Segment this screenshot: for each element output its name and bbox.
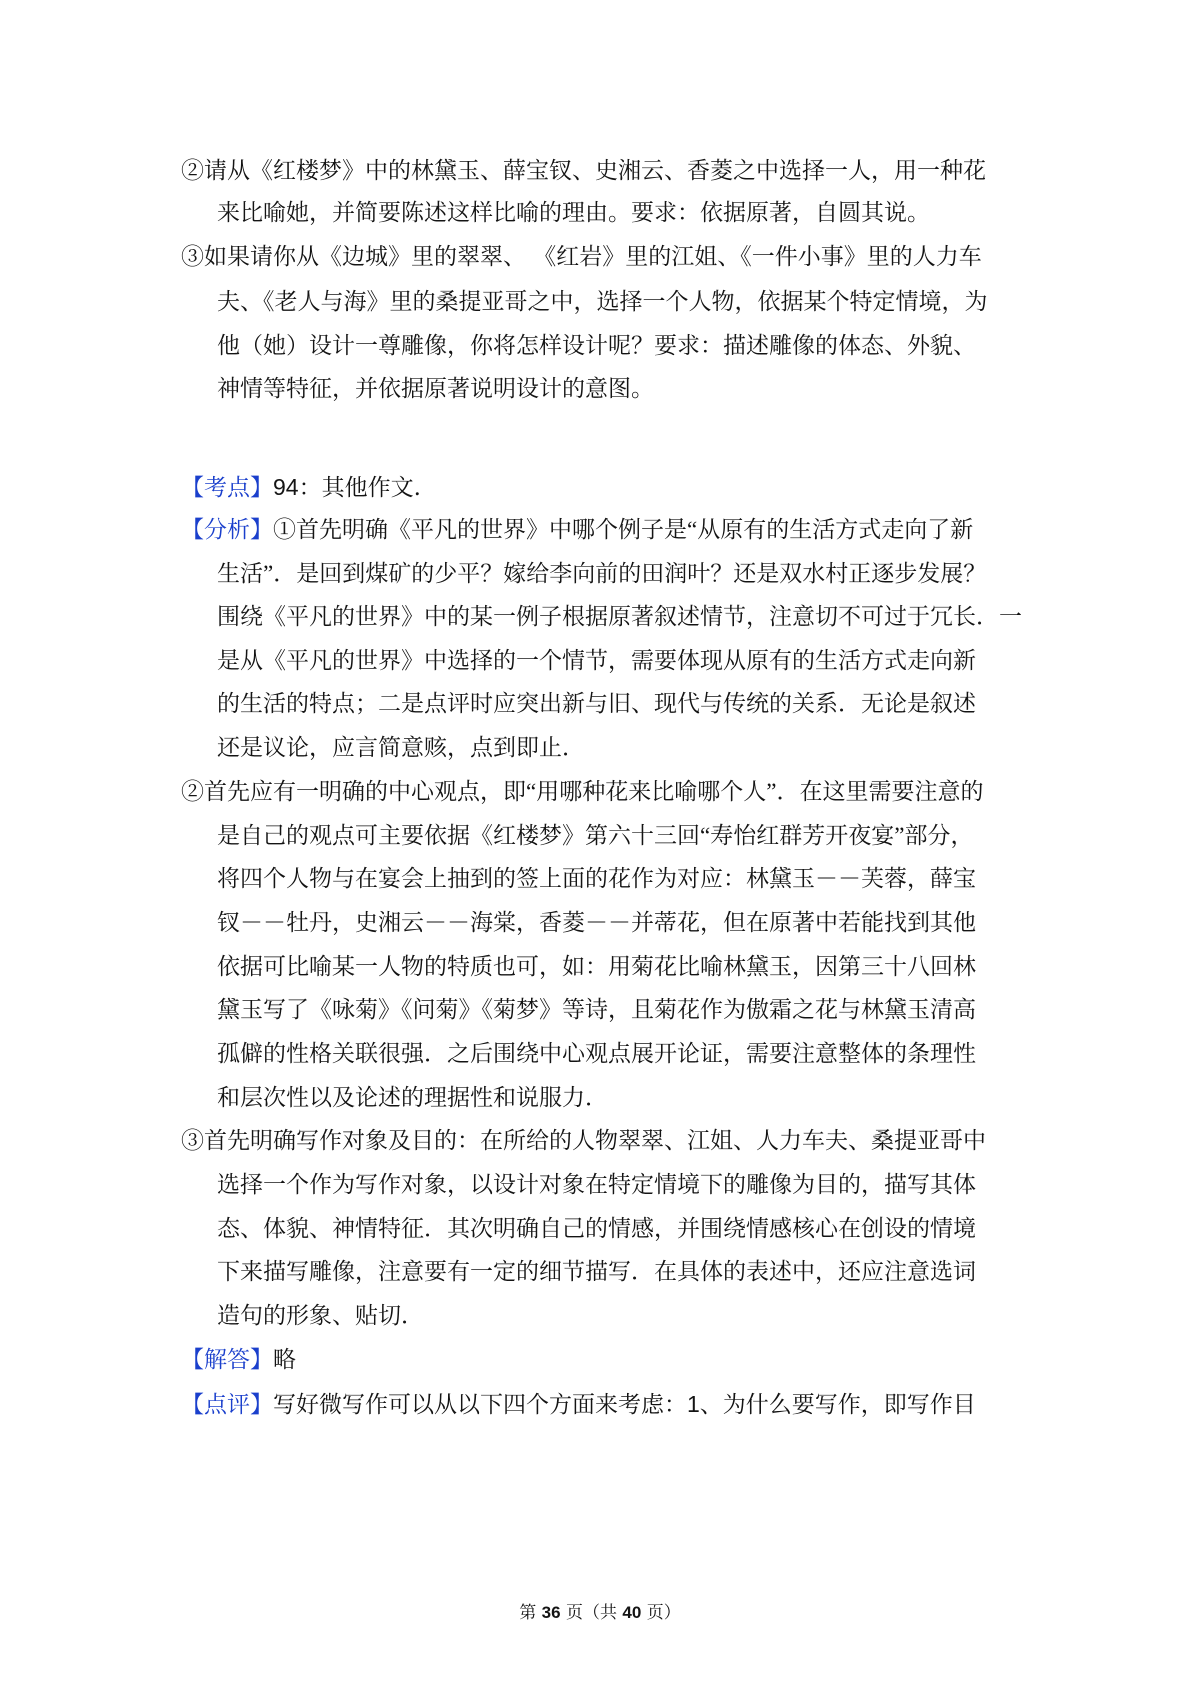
kaodian-line: [181, 470, 421, 504]
fenxi-line: 孤僻的性格关联很强．之后围绕中心观点展开论证，需要注意整体的条理性: [217, 1041, 976, 1067]
quote-mark: “: [526, 779, 537, 804]
fenxi-text: 部分，: [904, 823, 974, 849]
fenxi-line: 选择一个作为写作对象，以设计对象在特定情境下的雕像为目的，描写其体: [217, 1172, 976, 1198]
fenxi-line: 态、体貌、神情特征．其次明确自己的情感，并围绕情感核心在创设的情境: [217, 1216, 976, 1242]
page-number: 36: [541, 1603, 561, 1622]
fenxi-line: ③首先明确写作对象及目的：在所给的人物翠翠、江姐、人力车夫、桑提亚哥中: [181, 1128, 986, 1154]
jieda-tag: 【解答】: [181, 1347, 273, 1373]
jieda-text: 略: [273, 1347, 296, 1373]
page-footer: [0, 1601, 1200, 1625]
quote-mark: ”: [766, 779, 777, 804]
fenxi-line: [217, 557, 986, 591]
fenxi-line: 围绕《平凡的世界》中的某一例子根据原著叙述情节，注意切不可过于冗长．一: [217, 604, 1022, 630]
fenxi-line: [181, 513, 973, 547]
fenxi-line: [217, 819, 973, 853]
fenxi-line: 下来描写雕像，注意要有一定的细节描写．在具体的表述中，还应注意选词: [217, 1259, 976, 1285]
question-line: 他（她）设计一尊雕像，你将怎样设计呢？要求：描述雕像的体态、外貌、: [217, 333, 976, 359]
total-pages: 40: [622, 1603, 642, 1622]
fenxi-line: 造句的形象、贴切．: [217, 1303, 424, 1329]
dianping-line: [181, 1387, 976, 1421]
fenxi-text: 寿怡红群芳开夜宴: [710, 823, 895, 849]
fenxi-line: 是从《平凡的世界》中选择的一个情节，需要体现从原有的生活方式走向新: [217, 648, 976, 674]
dianping-tag: 【点评】: [181, 1392, 273, 1418]
fenxi-text: 用哪种花来比喻哪个人: [536, 779, 767, 805]
question-line: ②请从《红楼梦》中的林黛玉、薛宝钗、史湘云、香菱之中选择一人，用一种花: [181, 158, 986, 184]
dianping-number: 1: [687, 1391, 700, 1417]
kaodian-tag: 【考点】: [181, 475, 273, 501]
kaodian-text: ：其他作文.: [298, 475, 421, 501]
fenxi-line: 和层次性以及论述的理据性和说服力．: [217, 1085, 608, 1111]
quote-mark: “: [687, 517, 698, 542]
fenxi-line: 还是议论，应言简意赅，点到即止．: [217, 735, 585, 761]
question-line: 夫、《老人与海》里的桑提亚哥之中，选择一个人物，依据某个特定情境，为: [217, 289, 988, 315]
fenxi-line: 将四个人物与在宴会上抽到的签上面的花作为对应：林黛玉－－芙蓉，薛宝: [217, 866, 976, 892]
jieda-line: [181, 1343, 296, 1377]
fenxi-text: 是自己的观点可主要依据《红楼梦》第六十三回: [217, 823, 700, 849]
fenxi-line: 依据可比喻某一人物的特质也可，如：用菊花比喻林黛玉，因第三十八回林: [217, 954, 976, 980]
fenxi-text: ．是回到煤矿的少平？嫁给李向前的田润叶？还是双水村正逐步发展？: [273, 561, 987, 587]
fenxi-line: 黛玉写了《咏菊》《问菊》《菊梦》等诗，且菊花作为傲霜之花与林黛玉清高: [217, 997, 976, 1023]
fenxi-line: 的生活的特点；二是点评时应突出新与旧、现代与传统的关系．无论是叙述: [217, 691, 976, 717]
quote-mark: ”: [263, 561, 274, 586]
fenxi-line: [181, 775, 983, 809]
footer-text: 页（共: [560, 1603, 623, 1623]
fenxi-text: ②首先应有一明确的中心观点，即: [181, 779, 526, 805]
fenxi-text: 生活: [217, 561, 263, 587]
fenxi-tag: 【分析】: [181, 517, 273, 543]
quote-mark: ”: [894, 823, 905, 848]
fenxi-text: ．在这里需要注意的: [776, 779, 984, 805]
footer-text: 页）: [641, 1603, 681, 1623]
fenxi-line: 钗－－牡丹，史湘云－－海棠，香菱－－并蒂花，但在原著中若能找到其他: [217, 910, 976, 936]
kaodian-code: 94: [273, 474, 299, 500]
dianping-text: 、为什么要写作，即写作目: [699, 1392, 976, 1418]
fenxi-text: 从原有的生活方式走向了新: [697, 517, 974, 543]
dianping-text: 写好微写作可以从以下四个方面来考虑：: [273, 1392, 687, 1418]
fenxi-text: ①首先明确《平凡的世界》中哪个例子是: [273, 517, 687, 543]
question-line: 神情等特征，并依据原著说明设计的意图。: [217, 376, 654, 402]
question-line: 来比喻她，并简要陈述这样比喻的理由。要求：依据原著，自圆其说。: [217, 200, 930, 226]
question-line: ③如果请你从《边城》里的翠翠、 《红岩》里的江姐、《一件小事》里的人力车: [181, 244, 982, 270]
footer-text: 第: [519, 1603, 542, 1623]
quote-mark: “: [700, 823, 711, 848]
